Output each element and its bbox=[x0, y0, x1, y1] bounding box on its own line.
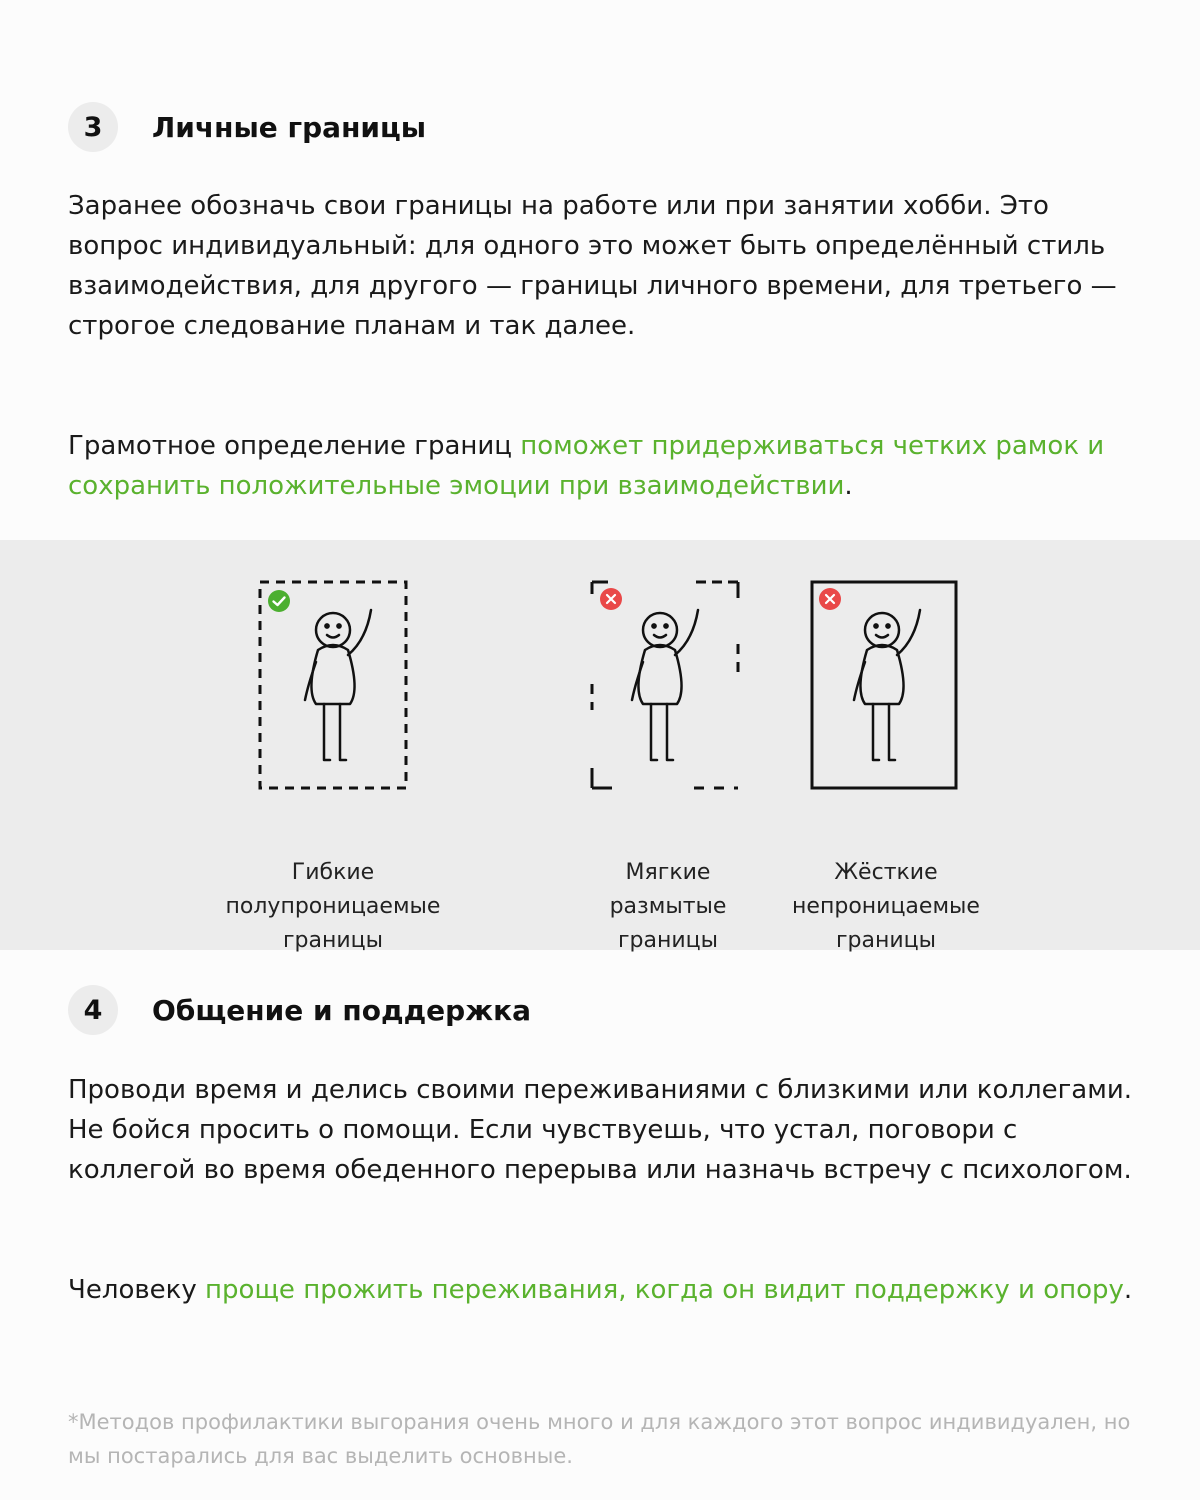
stick-figure-icon bbox=[854, 610, 920, 760]
footnote: *Методов профилактики выгорания очень много и для каждого этот вопрос индивидуален, но мы постарались для вас выделить основные. bbox=[68, 1410, 1131, 1468]
cross-icon bbox=[818, 587, 842, 611]
section-4-paragraph-1: Проводи время и делись своими переживаниями с близкими или коллегами. Не бойся просить о помощи. Если чувствуешь, что устал, поговори с коллегой во время обеденного перерыва или назначь встречу с психологом. bbox=[68, 1075, 1132, 1185]
caption-line: границы bbox=[282, 928, 384, 953]
section-3-paragraph-2 bbox=[68, 426, 1138, 506]
stick-figure-icon bbox=[305, 610, 371, 760]
section-4-header bbox=[68, 985, 531, 1035]
solid-boundary-illustration bbox=[810, 580, 960, 792]
caption-line: Мягкие bbox=[625, 860, 711, 885]
section-3-header bbox=[68, 102, 426, 152]
boundary-caption-flexible bbox=[190, 856, 476, 958]
paragraph-text: Человеку bbox=[68, 1275, 206, 1305]
section-number-badge: 4 bbox=[68, 985, 118, 1035]
check-icon bbox=[267, 589, 291, 613]
highlight-text: проще прожить переживания, когда он видит поддержку и опору bbox=[205, 1275, 1124, 1305]
stick-figure-icon bbox=[632, 610, 698, 760]
cross-icon bbox=[599, 587, 623, 611]
paragraph-text-end: . bbox=[844, 471, 853, 501]
section-title: Общение и поддержка bbox=[152, 993, 531, 1027]
caption-line: Жёсткие bbox=[834, 860, 938, 885]
caption-line: размытые bbox=[609, 894, 727, 919]
paragraph-text-end: . bbox=[1123, 1275, 1133, 1305]
caption-line: полупроницаемые bbox=[225, 894, 441, 919]
caption-line: непроницаемые bbox=[792, 894, 980, 919]
boundary-caption-rigid bbox=[760, 856, 1012, 958]
section-4-paragraph-2 bbox=[68, 1270, 1138, 1310]
caption-line: границы bbox=[617, 928, 719, 953]
boundary-caption-soft bbox=[570, 856, 766, 958]
caption-line: Гибкие bbox=[291, 860, 375, 885]
section-3-paragraph-1: Заранее обозначь свои границы на работе или при занятии хобби. Это вопрос индивидуальный: для одного это может быть определённый стиль взаимодействия, для другого — границы личного времени, для третьего — строгое следование планам и так далее. bbox=[68, 191, 1117, 341]
section-title: Личные границы bbox=[152, 110, 427, 144]
paragraph-text: Грамотное определение границ bbox=[68, 431, 521, 461]
boundaries-illustration-band bbox=[0, 540, 1200, 953]
caption-line: границы bbox=[835, 928, 937, 953]
highlight-text: поможет придерживаться четких рамок и сохранить положительные эмоции при взаимодействии bbox=[68, 431, 1105, 501]
section-number-badge: 3 bbox=[68, 102, 118, 152]
blurred-boundary-illustration bbox=[590, 580, 740, 792]
